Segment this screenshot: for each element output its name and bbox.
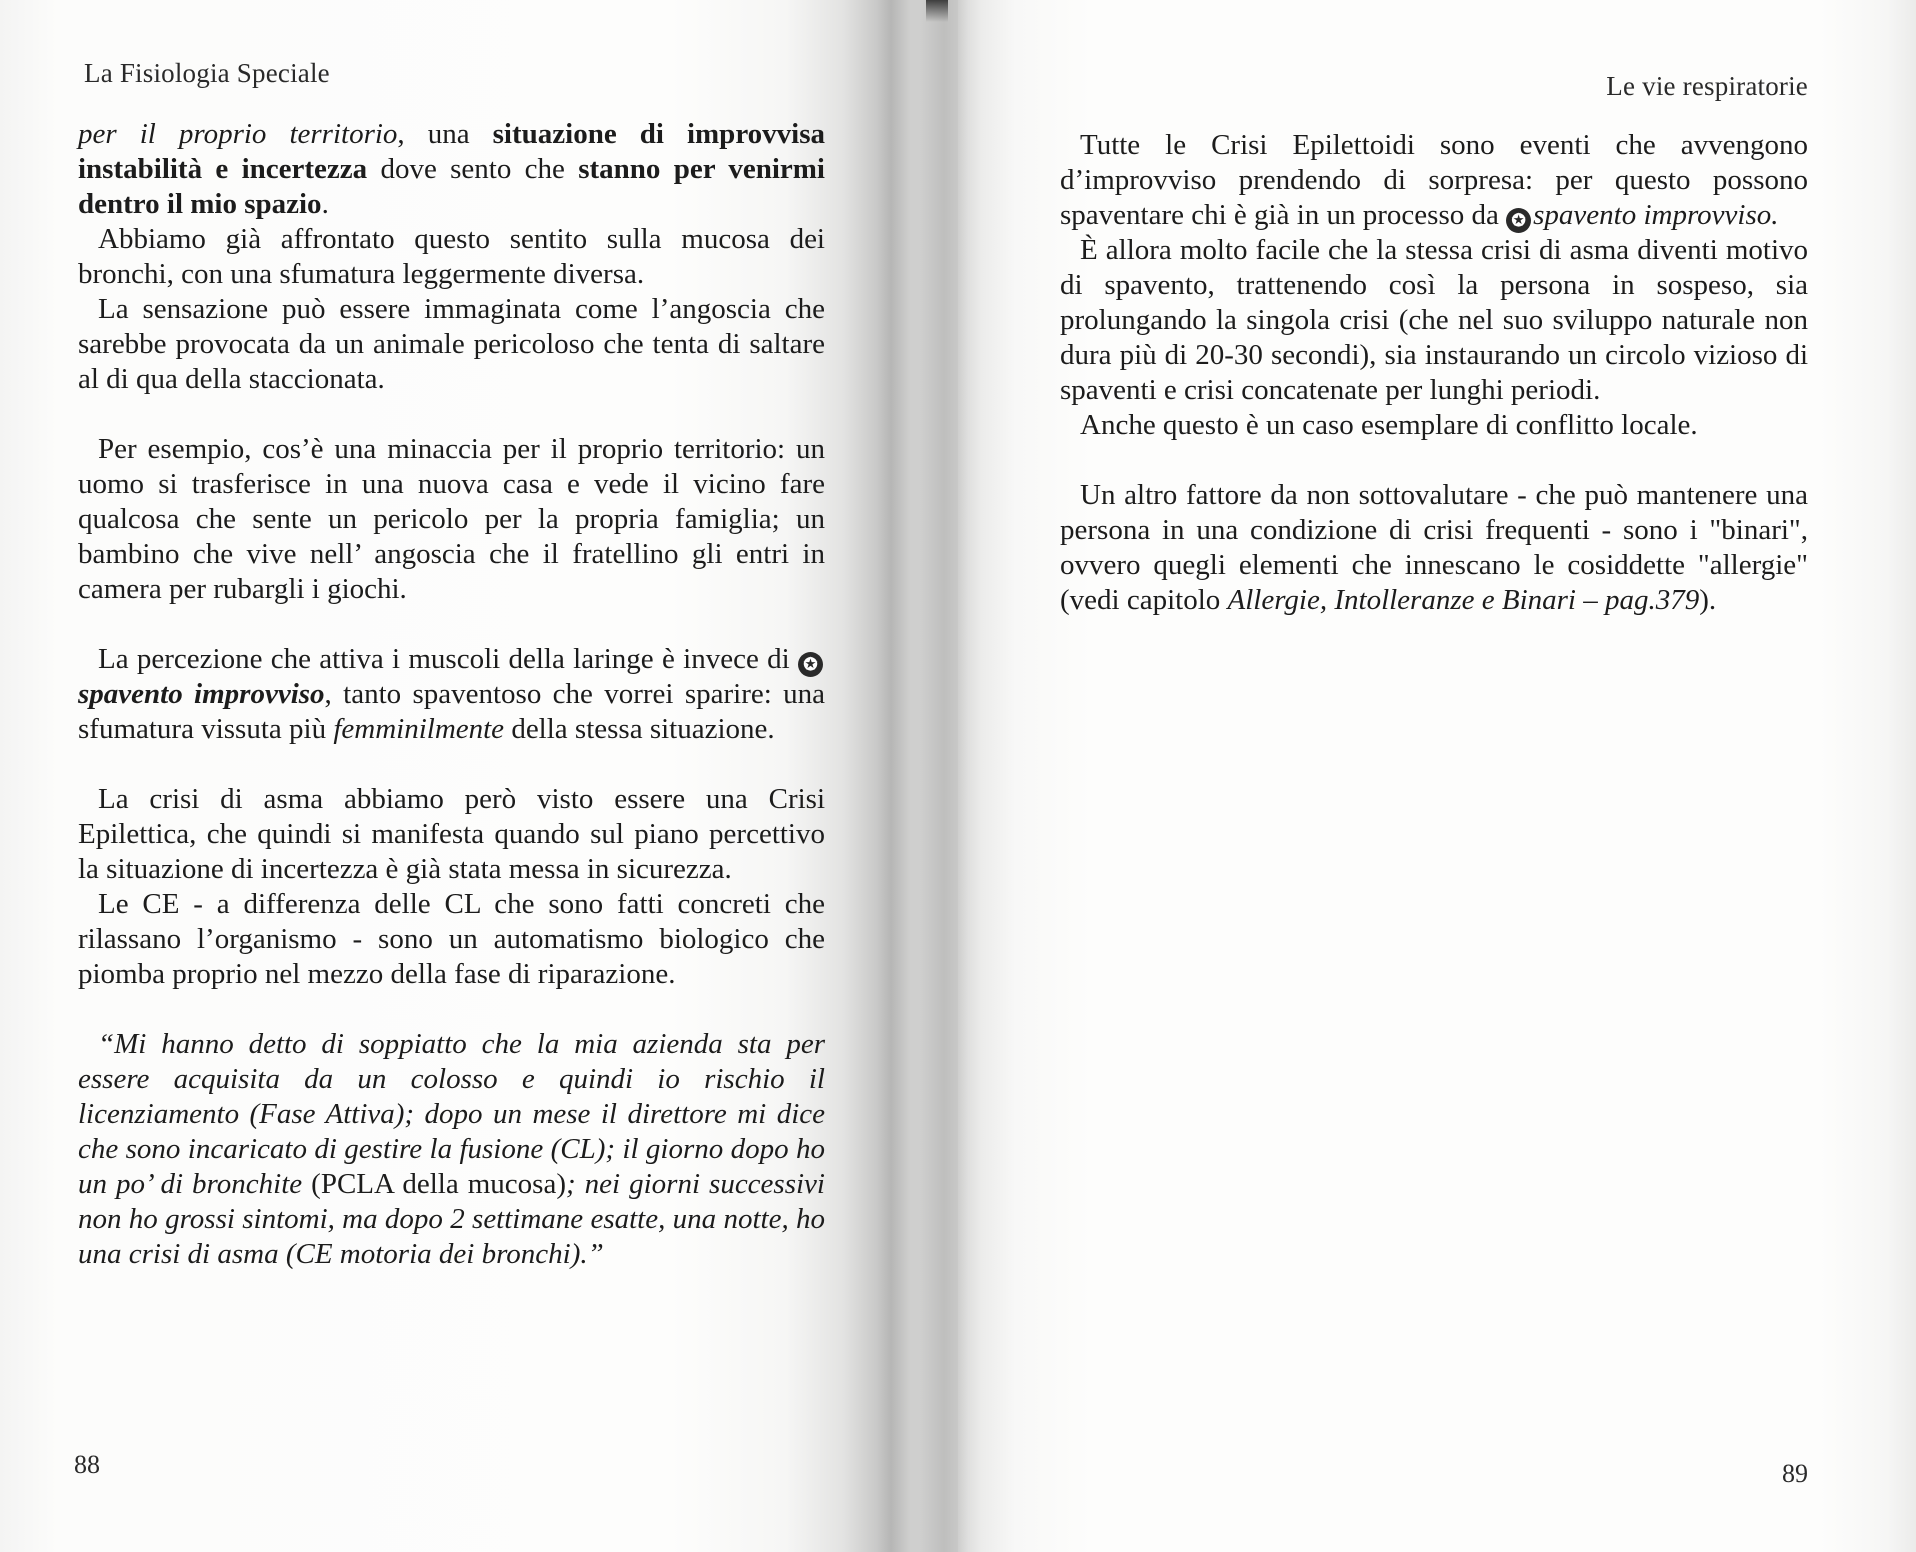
right-page-body [1060, 128, 1808, 618]
left-paragraph-2: Abbiamo già affrontato questo sentito sulla mucosa dei bronchi, con una sfumatura leggermente diversa. [78, 223, 825, 290]
text-run: dove sento che [367, 153, 579, 185]
circled-star-icon: ✪ [1506, 208, 1531, 233]
left-quote [78, 1027, 825, 1272]
running-head-left: La Fisiologia Speciale [84, 58, 330, 88]
text-run: , tanto spaventoso che vorrei sparire: una sfumatura vissuta più [78, 678, 825, 745]
text-bold: situazione di improvvisa instabilità e incertezza [78, 118, 826, 185]
text-run: La percezione che attiva i muscoli della laringe è invece di [98, 643, 798, 675]
left-paragraph-1 [78, 117, 825, 222]
paragraph-gap [1060, 443, 1808, 478]
left-page-body [78, 117, 825, 1272]
text-run: Un altro fattore da non sottovalutare - che può mantenere una persona in una condizione di crisi frequenti - sono i "binari", ovvero quegli elementi che innescano le cosiddette "allergie" (vedi capitolo [1060, 479, 1808, 616]
page-number-left: 88 [74, 1450, 100, 1479]
text-run: della stessa situazione. [504, 713, 775, 745]
text-italic: Allergie, Intolleranze e Binari – pag.379 [1227, 584, 1700, 616]
running-head-right: Le vie respiratorie [1606, 71, 1808, 101]
text-run: Tutte le Crisi Epilettoidi sono eventi che avvengono d’improvviso prendendo di sorpresa: per questo possono spaventare chi è già in un processo da [1060, 129, 1808, 231]
paragraph-gap [78, 397, 825, 432]
left-paragraph-5 [78, 642, 825, 747]
text-run: , una [397, 118, 493, 150]
book-gutter-shadow [920, 0, 968, 1552]
left-paragraph-3: La sensazione può essere immaginata come l’angoscia che sarebbe provocata da un animale pericoloso che tenta di saltare al di qua della staccionata. [78, 293, 825, 395]
left-paragraph-6: La crisi di asma abbiamo però visto essere una Crisi Epilettica, che quindi si manifesta quando sul piano percettivo la situazione di incertezza è già stata messa in sicurezza. [78, 783, 825, 885]
text-run: . [321, 188, 329, 220]
page-number-right: 89 [1782, 1459, 1808, 1488]
left-paragraph-7: Le CE - a differenza delle CL che sono fatti concreti che rilassano l’organismo - sono un automatismo biologico che piomba proprio nel mezzo della fase di riparazione. [78, 888, 825, 990]
right-paragraph-2: È allora molto facile che la stessa crisi di asma diventi motivo di spavento, trattenendo così la persona in sospeso, sia prolungando la singola crisi (che nel suo sviluppo naturale non dura più di 20-30 secondi), sia instaurando un circolo vizioso di spaventi e crisi concatenate per lunghi periodi. [1060, 234, 1808, 406]
text-bold-italic: spavento improvviso [78, 678, 325, 710]
right-paragraph-3: Anche questo è un caso esemplare di conflitto locale. [1080, 409, 1698, 441]
text-italic: femminilmente [333, 713, 505, 745]
text-run: ). [1699, 584, 1717, 616]
left-paragraph-4: Per esempio, cos’è una minaccia per il proprio territorio: un uomo si trasferisce in una nuova casa e vede il vicino fare qualcosa che sente un pericolo per la propria famiglia; un bambino che vive nell’ angoscia che il fratellino gli entri in camera per rubargli i giochi. [78, 433, 825, 605]
text-bold: stanno per venirmi dentro il mio spazio [78, 153, 825, 220]
circled-star-icon: ✪ [798, 652, 823, 677]
quote-text-roman: (PCLA della mucosa) [311, 1168, 566, 1200]
paragraph-gap [78, 992, 825, 1027]
binding-mark [926, 0, 948, 22]
text-italic: per il proprio territorio [78, 118, 398, 150]
right-page [958, 0, 1916, 1552]
text-italic: spavento improvviso. [1533, 199, 1779, 231]
quote-text: ; nei giorni successivi non ho grossi sintomi, ma dopo 2 settimane esatte, una notte, ho una crisi di asma (CE motoria dei bronchi).” [78, 1168, 825, 1270]
right-paragraph-4 [1060, 478, 1808, 618]
paragraph-gap [78, 607, 825, 642]
right-paragraph-1 [1060, 128, 1808, 233]
quote-text: “Mi hanno detto di soppiatto che la mia azienda sta per essere acquisita da un colosso e quindi io rischio il licenziamento (Fase Attiva); dopo un mese il direttore mi dice che sono incaricato di gestire la fusione (CL); il giorno dopo ho un po’ di bronchite [78, 1028, 825, 1200]
paragraph-gap [78, 747, 825, 782]
